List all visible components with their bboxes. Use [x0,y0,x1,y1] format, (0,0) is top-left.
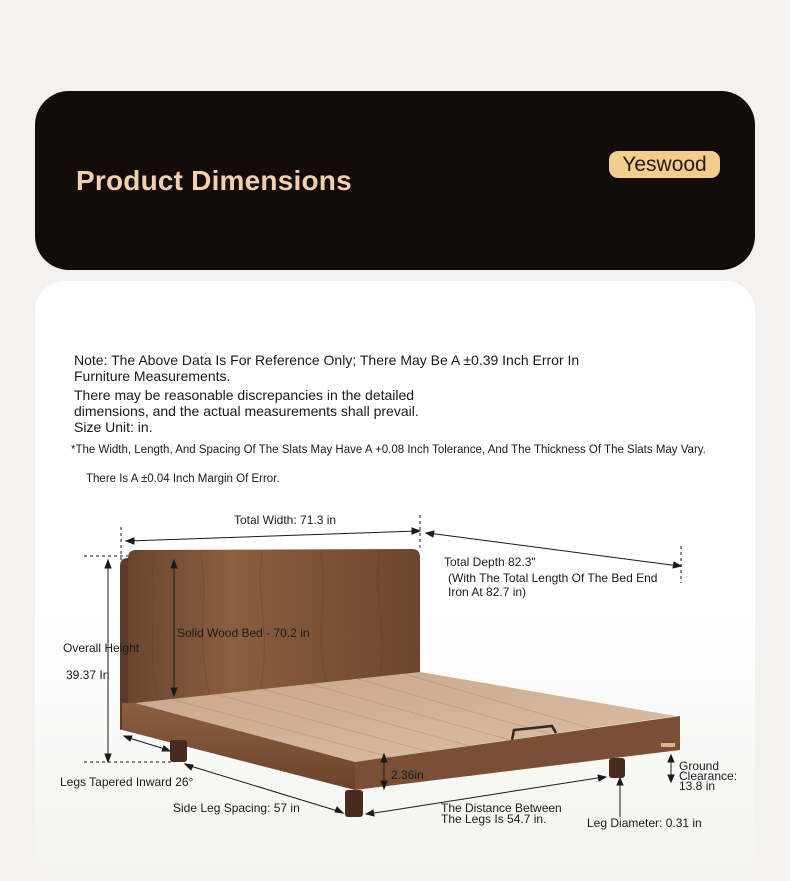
ground-clearance-line: 13.8 in [679,779,716,793]
margin-of-error-note: There Is A ±0.04 Inch Margin Of Error. [86,473,280,485]
overall-height-label: Overall Height [63,641,140,655]
ground-clearance-line: Ground [679,759,720,773]
note-line: dimensions, and the actual measurements shall prevail. [74,403,419,419]
page-title: Product Dimensions [76,165,352,196]
legs-tapered-label: Legs Tapered Inward 26° [60,775,194,789]
size-unit: Size Unit: in. [74,419,153,435]
side-leg-spacing-label: Side Leg Spacing: 57 in [173,801,300,815]
ground-clearance-line: Clearance: [679,769,738,783]
leg [170,740,187,762]
note-line: There may be reasonable discrepancies in the detailed [74,387,415,403]
leg-distance-line: The Distance Between [441,801,562,815]
overall-height-value: 39.37 In [66,668,110,682]
total-width-label: Total Width: 71.3 in [234,513,337,527]
slat-tolerance-note: *The Width, Length, And Spacing Of The Slats May Have A +0.08 Inch Tolerance, And The Thickness Of The Slats May Vary. [71,444,706,456]
leg [609,758,625,778]
leg [345,790,363,817]
note-line: Note: The Above Data Is For Reference Only; There May Be A ±0.39 Inch Error In [74,352,580,368]
leg-diameter-label: Leg Diameter: 0.31 in [587,816,702,830]
headboard-height-label: Solid Wood Bed - 70.2 in [177,626,310,640]
note-line: Furniture Measurements. [74,368,231,384]
depth-note-line: Iron At 82.7 in) [448,585,527,599]
brand-logo: Yeswood [609,151,720,178]
depth-note-line: (With The Total Length Of The Bed End [448,571,658,585]
leg-distance-line: The Legs Is 54.7 in. [441,812,547,826]
total-depth-label: Total Depth 82.3" [444,555,536,569]
frame-height-label: 2.36in [391,768,424,782]
